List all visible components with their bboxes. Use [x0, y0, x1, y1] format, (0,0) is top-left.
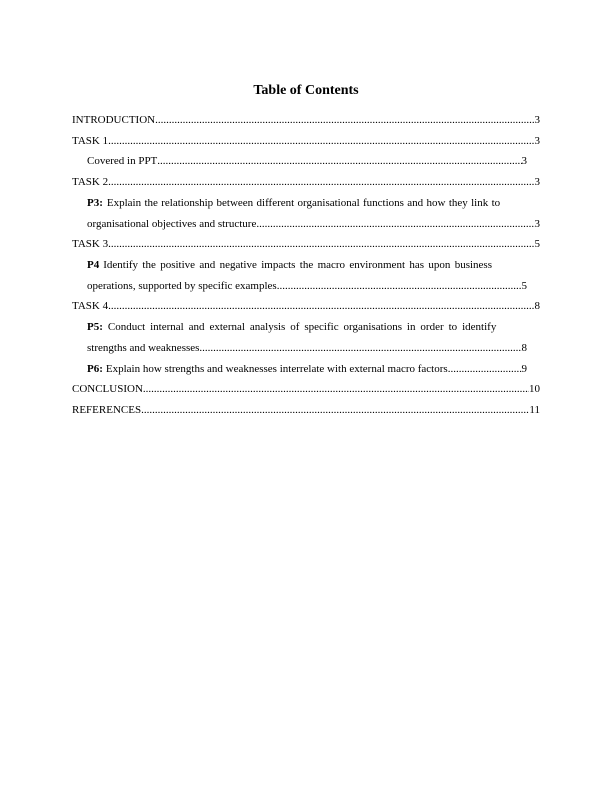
toc-entry-references[interactable]	[72, 404, 540, 417]
toc-entry-label: CONCLUSION	[72, 383, 143, 395]
toc-entry-p4-line-2[interactable]	[87, 280, 527, 293]
dot-leader	[108, 300, 534, 313]
toc-entry-task-1[interactable]	[72, 135, 540, 148]
dot-leader	[108, 135, 534, 148]
toc-entry-label: TASK 1	[72, 135, 109, 147]
toc-title: Table of Contents	[253, 83, 359, 98]
toc-page-number: 5	[521, 280, 527, 292]
toc-entry-p3-line-2[interactable]	[87, 218, 540, 231]
toc-page-number: 9	[521, 363, 527, 375]
toc-page-number: 3	[534, 135, 540, 147]
toc-page-number: 8	[521, 342, 527, 354]
dot-leader	[108, 176, 534, 189]
toc-entry-task-4[interactable]	[72, 300, 540, 313]
toc-page-number: 11	[529, 404, 540, 416]
toc-entry-label: Covered in PPT	[87, 155, 158, 167]
toc-entry-covered-in-ppt[interactable]	[87, 155, 527, 168]
toc-entry-label: TASK 4	[72, 300, 109, 312]
dot-leader	[155, 114, 534, 127]
toc-entry-conclusion[interactable]	[72, 383, 540, 396]
toc-entry-label: TASK 3	[72, 238, 109, 250]
toc-entry-p5-line-1[interactable]	[87, 321, 540, 334]
toc-entry-p5-line-2[interactable]	[87, 342, 527, 355]
toc-entry-label: organisational objectives and structure	[87, 218, 257, 230]
dot-leader	[143, 383, 529, 396]
toc-entry-label: INTRODUCTION	[72, 114, 156, 126]
dot-leader	[108, 238, 534, 251]
toc-page-number: 3	[521, 155, 527, 167]
toc-page-number: 3	[534, 114, 540, 126]
dot-leader	[448, 363, 522, 376]
toc-entry-label: TASK 2	[72, 176, 109, 188]
toc-entry-label: Explain how strengths and weaknesses interrelate with external macro factors	[105, 363, 448, 375]
toc-page-number: 3	[534, 218, 540, 230]
toc-entry-p3-line-1[interactable]	[87, 197, 540, 210]
toc-entry-line: Identify the positive and negative impacts the macro environment has upon business	[103, 259, 492, 271]
dot-leader	[141, 404, 529, 417]
dot-leader	[256, 218, 534, 231]
toc-entry-prefix: P5:	[87, 321, 103, 333]
toc-page-number: 3	[534, 176, 540, 188]
toc-entry-p6[interactable]	[87, 363, 527, 376]
toc-page-number: 8	[534, 300, 540, 312]
toc-entry-task-2[interactable]	[72, 176, 540, 189]
toc-page-number: 5	[534, 238, 540, 250]
toc-entry-line: Conduct internal and external analysis of specific organisations in order to identify	[107, 321, 497, 333]
toc-entry-introduction[interactable]	[72, 114, 540, 127]
toc-entry-label: operations, supported by specific examples	[87, 280, 277, 292]
dot-leader	[277, 280, 522, 293]
toc-entry-prefix: P6:	[87, 363, 103, 375]
toc-page-number: 10	[529, 383, 540, 395]
toc-entry-prefix: P3:	[87, 197, 103, 209]
toc-entry-task-3[interactable]	[72, 238, 540, 251]
toc-entry-prefix: P4	[87, 259, 100, 271]
toc-entry-label: strengths and weaknesses	[87, 342, 200, 354]
toc-entry-p4-line-1[interactable]	[87, 259, 540, 272]
toc-entry-line: Explain the relationship between different organisational functions and how they link to	[106, 197, 501, 209]
toc-entry-label: REFERENCES	[72, 404, 142, 416]
dot-leader	[199, 342, 521, 355]
dot-leader	[157, 155, 521, 168]
